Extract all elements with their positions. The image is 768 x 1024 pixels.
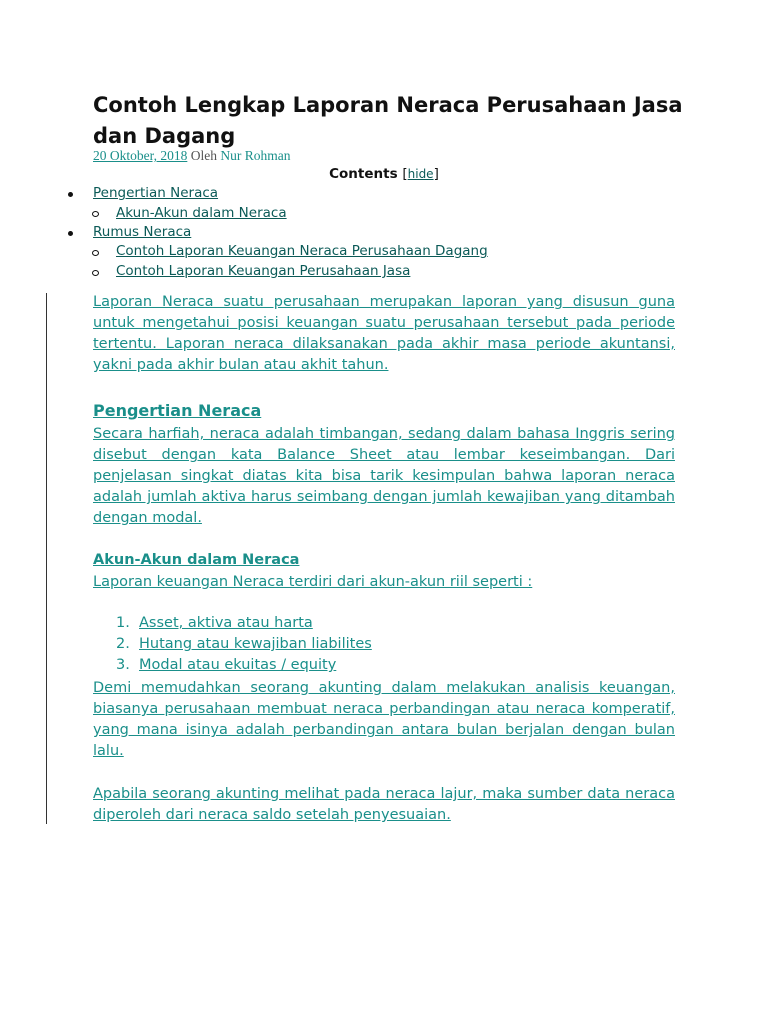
byline: [93, 148, 290, 164]
toc-title: Contents: [329, 166, 398, 182]
intro-paragraph: Laporan Neraca suatu perusahaan merupakan laporan yang disusun guna untuk mengetahui posisi keuangan suatu perusahaan tersebut pada periode tertentu. Laporan neraca dilaksanakan pada akhir masa periode akuntansi, yakni pada akhir bulan atau akhit tahun.: [93, 294, 675, 373]
list-item: [116, 636, 372, 652]
list-item: [116, 615, 313, 631]
list-text: Asset, aktiva atau harta: [139, 615, 313, 631]
circle-bullet-icon: [92, 211, 99, 217]
list-number: 2.: [116, 636, 130, 652]
toc-item-perusahaan-jasa[interactable]: Contoh Laporan Keuangan Perusahaan Jasa: [116, 263, 411, 279]
toc-bracket-close: ]: [433, 166, 439, 182]
list-text: Hutang atau kewajiban liabilites: [139, 636, 372, 652]
toc-item-rumus-neraca[interactable]: Rumus Neraca: [93, 224, 192, 240]
toc-item-pengertian-neraca[interactable]: Pengertian Neraca: [93, 185, 219, 201]
toc-item-akun-akun[interactable]: Akun-Akun dalam Neraca: [116, 205, 287, 221]
author-name[interactable]: Nur Rohman: [220, 148, 291, 163]
post-date-link[interactable]: 20 Oktober, 2018: [93, 148, 188, 163]
left-margin-rule: [46, 293, 47, 824]
list-number: 3.: [116, 657, 130, 673]
list-item: [116, 657, 336, 673]
toc-heading: [0, 166, 768, 182]
section-heading-pengertian: Pengertian Neraca: [93, 401, 262, 420]
akun-intro: Laporan keuangan Neraca terdiri dari akun-akun riil seperti :: [93, 574, 533, 590]
bullet-icon: [68, 192, 73, 197]
bullet-icon: [68, 231, 73, 236]
section-heading-akun: Akun-Akun dalam Neraca: [93, 552, 300, 568]
list-text: Modal atau ekuitas / equity: [139, 657, 337, 673]
pengertian-paragraph: Secara harfiah, neraca adalah timbangan, sedang dalam bahasa Inggris sering disebut dengan kata Balance Sheet atau lembar keseimbangan. Dari penjelasan singkat diatas kita bisa tarik kesimpulan bahwa laporan neraca adalah jumlah aktiva harus seimbang dengan jumlah kewajiban yang ditambah dengan modal.: [93, 426, 675, 526]
neraca-lajur-paragraph: Apabila seorang akunting melihat pada neraca lajur, maka sumber data neraca diperoleh dari neraca saldo setelah penyesuaian.: [93, 786, 675, 823]
article-title: Contoh Lengkap Laporan Neraca Perusahaan Jasa dan Dagang: [93, 93, 683, 148]
circle-bullet-icon: [92, 270, 99, 276]
by-label: Oleh: [190, 148, 217, 163]
toc-bracket-open: [: [402, 166, 408, 182]
toc-item-neraca-dagang[interactable]: Contoh Laporan Keuangan Neraca Perusahaan Dagang: [116, 243, 488, 259]
list-number: 1.: [116, 615, 130, 631]
toc-hide-link[interactable]: hide: [407, 167, 434, 181]
perbandingan-paragraph: Demi memudahkan seorang akunting dalam melakukan analisis keuangan, biasanya perusahaan membuat neraca perbandingan atau neraca komperatif, yang mana isinya adalah perbandingan antara bulan berjalan dengan bulan lalu.: [93, 680, 675, 759]
circle-bullet-icon: [92, 250, 99, 256]
